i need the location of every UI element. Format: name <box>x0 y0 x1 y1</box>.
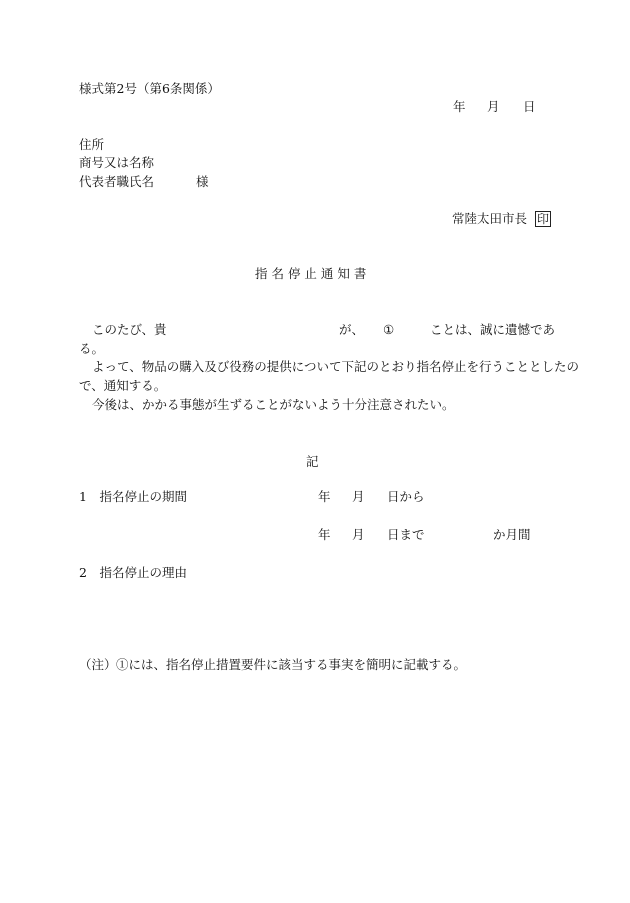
body-p1-end: ことは、誠に遺憾であ <box>430 322 556 337</box>
address-label: 住所 <box>79 137 105 152</box>
body-p3: 今後は、かかる事態が生ずることがないよう十分注意されたい。 <box>92 397 455 412</box>
body-p1-start: このたび、貴 <box>92 322 167 337</box>
item1-label: 1 指名停止の期間 <box>79 489 187 504</box>
date-month: 月 <box>487 99 500 114</box>
item1-from-year: 年 <box>318 489 331 504</box>
item1-to-day: 日まで <box>387 527 425 542</box>
item1-to-month: 月 <box>352 527 365 542</box>
date-day: 日 <box>523 99 536 114</box>
item2-reason-label: 2 指名停止の理由 <box>79 565 187 580</box>
body-p2-line1: よって、物品の購入及び役務の提供について下記のとおり指名停止を行うこととしたの <box>92 359 580 374</box>
item1-months: か月間 <box>493 527 531 542</box>
document-title: 指 名 停 止 通 知 書 <box>255 266 367 281</box>
body-p1-marker: ① <box>383 322 395 337</box>
date-year: 年 <box>453 99 466 114</box>
item1-from-day: 日から <box>387 489 425 504</box>
note-text: ①には、指名停止措置要件に該当する事実を簡明に記載する。 <box>116 657 467 672</box>
company-name-label: 商号又は名称 <box>79 155 155 170</box>
representative-label: 代表者職氏名 <box>79 174 155 189</box>
item1-to-year: 年 <box>318 527 331 542</box>
issuer-line <box>452 211 551 227</box>
body-p2-line2: で、通知する。 <box>79 378 167 393</box>
body-p1-wrap: る。 <box>79 341 105 356</box>
note-label: （注） <box>79 657 117 672</box>
item1-from-month: 月 <box>352 489 365 504</box>
form-number: 様式第2号（第6条関係） <box>79 81 220 96</box>
body-p1-ga: が、 <box>339 322 365 337</box>
honorific: 様 <box>196 174 209 189</box>
seal-mark: 印 <box>537 212 550 226</box>
issuer-title: 常陸太田市長 <box>452 211 528 226</box>
ki-heading: 記 <box>306 454 319 469</box>
